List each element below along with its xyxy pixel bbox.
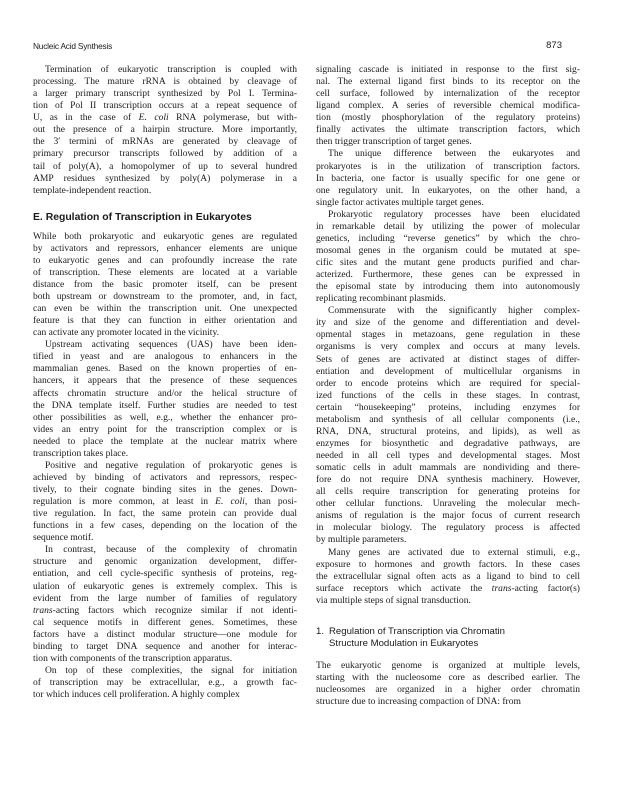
text-line: certain “housekeeping” proteins, including enzymes for	[316, 401, 580, 413]
text-line: cell surface, followed by internalization of the receptor	[316, 88, 580, 100]
text-line: cific sites and the mutant gene products purified and char-	[316, 257, 580, 268]
text-line: vides an entry point for the transcription complex or is	[33, 423, 297, 435]
paragraph	[316, 209, 580, 306]
text-line: anisms of regulation is the major focus of current research	[316, 510, 580, 522]
text-line: tively, to their cognate binding sites in the genes. Down-	[33, 484, 297, 495]
text-line: The unique difference between the eukaryotes and	[328, 148, 580, 160]
text-line: RNA, DNA, structural proteins, and lipids), as well as	[316, 425, 580, 437]
text-line: ulation of eukaryotic genes is extremely complex. This is	[33, 580, 297, 592]
text-line: structure and genomic organization development, differ-	[33, 556, 297, 568]
text-line: tion (mostly phosphorylation of the regulatory proteins)	[316, 112, 580, 124]
text-line: In contrast, because of the complexity of chromatin	[45, 544, 297, 556]
text-line: both upstream or downstream to the promoter, and, in fact,	[33, 291, 297, 302]
text-line: can even be within the transcription unit. One unexpected	[33, 303, 297, 315]
page-number: 873	[546, 40, 562, 51]
text-line: ligand complex. A series of reversible chemical modifica-	[316, 100, 580, 112]
text-line: single factor activates multiple target genes.	[316, 196, 484, 208]
text-line: other cellular functions. Unraveling the molecular mech-	[316, 498, 580, 510]
text-line: all cells require transcription for generating proteins for	[316, 486, 580, 498]
paragraph	[316, 305, 580, 546]
text-line: prokaryotes is in the utilization of transcription factors.	[316, 160, 580, 172]
text-line: somatic cells in adult mammals are nondividing and there-	[316, 462, 580, 474]
text-line: evident from the large number of families of regulatory	[33, 592, 297, 604]
section-heading: E. Regulation of Transcription in Eukaryotes	[33, 211, 252, 223]
paragraph	[316, 148, 580, 208]
paragraph	[33, 665, 297, 701]
text-line: the episomal state by introducing them into autonomously	[316, 281, 580, 293]
text-line: tified in yeast and are analogous to enhancers in the	[33, 351, 297, 363]
text-line: ized functions of the cells in these stages. In contrast,	[316, 389, 580, 401]
text-line: Termination of eukaryotic transcription is coupled with	[45, 64, 297, 75]
text-line: trans-acting factors which recognize similar if not identi-	[33, 604, 297, 616]
paragraph	[33, 460, 297, 544]
text-line: replicating recombinant plasmids.	[316, 293, 446, 305]
text-line: nucleosomes are organized in a higher order chromatin	[316, 683, 580, 695]
text-line: starting with the nucleosome core as described earlier. The	[316, 671, 580, 683]
text-line: exposure to hormones and growth factors. In these cases	[316, 558, 580, 570]
text-line: of transcription. These elements are located at a variable	[33, 266, 297, 278]
text-line: genetics, including “reverse genetics” by which the chro-	[316, 232, 580, 244]
text-line: finally activates the ultimate transcription factors, which	[316, 124, 580, 136]
text-line: While both prokaryotic and eukaryotic genes are regulated	[33, 230, 297, 242]
text-line: transcription takes place.	[33, 447, 129, 459]
text-line: can activate any promoter located in the vicinity.	[33, 327, 220, 339]
text-line: surface receptors which activate the trans-acting factor(s)	[316, 582, 580, 594]
text-line: In bacteria, one factor is usually specific for one gene or	[316, 172, 580, 184]
text-line: the DNA template itself. Further studies are needed to test	[33, 399, 297, 411]
text-line: opmental stages in metazoans, gene regulation in these	[316, 329, 580, 341]
text-line: entiation, and cell cycle-specific synthesis of proteins, reg-	[33, 568, 297, 580]
text-line: nal. The external ligand first binds to its receptor on the	[316, 76, 580, 88]
paragraph	[33, 339, 297, 460]
text-line: Sets of genes are activated at distinct stages of differ-	[316, 353, 580, 365]
text-line: out the presence of a hairpin structure. More importantly,	[33, 124, 297, 136]
text-line: tail of poly(A), a homopolymer of up to several hundred	[33, 160, 297, 172]
text-line: the 3′ termini of mRNAs are generated by cleavage of	[33, 136, 297, 148]
text-line: to eukaryotic genes and can profoundly increase the rate	[33, 254, 297, 266]
text-line: structure due to increasing compaction of DNA: from	[316, 696, 521, 707]
text-line: mammalian genes. Based on the known properties of en-	[33, 363, 297, 375]
text-line: On top of these complexities, the signal for initiation	[45, 664, 297, 676]
text-line: via multiple steps of signal transduction.	[316, 594, 471, 606]
text-line: regulation is more common, at least in E. coli, than posi-	[33, 496, 297, 508]
subsection-number: 1.	[316, 625, 325, 637]
text-line: Positive and negative regulation of prokaryotic genes is	[45, 459, 297, 471]
text-line: then trigger transcription of target genes.	[316, 136, 472, 148]
subsection-title-line2: Structure Modulation in Eukaryotes	[329, 637, 479, 649]
text-line: tion of Pol II transcription occurs at a repeat sequence of	[33, 100, 297, 112]
text-line: hancers, it appears that the presence of these sequences	[33, 375, 297, 387]
text-line: AMP residues synthesized by poly(A) polymerase in a	[33, 172, 297, 184]
text-line: The eukaryotic genome is organized at multiple levels,	[316, 659, 580, 671]
text-line: enzymes for biosynthetic and degradative pathways, are	[316, 437, 580, 449]
text-line: mosomal genes in the organism could be mutated at spe-	[316, 244, 580, 256]
text-line: functions in a few cases, depending on the location of the	[33, 520, 297, 532]
text-line: tion with components of the transcription apparatus.	[33, 652, 233, 664]
text-line: fore do not require DNA synthesis machinery. However,	[316, 474, 580, 486]
paragraph	[33, 231, 297, 340]
text-line: by activators and repressors, enhancer elements are unique	[33, 242, 297, 254]
text-line: primary precursor transcripts followed by addition of a	[33, 148, 297, 160]
text-line: cal sequence motifs in different genes. Sometimes, these	[33, 616, 297, 628]
text-line: in remarkable detail by utilizing the power of molecular	[316, 220, 580, 232]
text-line: one regulatory unit. In eukaryotes, on the other hand, a	[316, 184, 580, 196]
text-line: processing. The mature rRNA is obtained by cleavage of	[33, 76, 297, 88]
text-line: needed to place the template at the nuclear matrix where	[33, 435, 297, 447]
text-line: Prokaryotic regulatory processes have been elucidated	[328, 208, 580, 220]
text-line: the extracellular signal often acts as a ligand to bind to cell	[316, 570, 580, 582]
paragraph	[316, 64, 580, 148]
paragraph	[33, 64, 297, 197]
text-line: U, as in the case of E. coli RNA polymerase, but with-	[33, 112, 297, 124]
text-line: Upstream activating sequences (UAS) have been iden-	[45, 339, 297, 351]
text-line: organisms is very complex and occurs at many levels.	[316, 341, 580, 353]
text-line: tor which induces cell proliferation. A highly complex	[33, 689, 240, 701]
paragraph	[316, 547, 580, 607]
paragraph	[33, 544, 297, 665]
text-line: Commensurate with the significantly higher complex-	[328, 305, 580, 317]
text-line: tive regulation. In fact, the same protein can provide dual	[33, 508, 297, 520]
text-line: feature is that they can function in either orientation and	[33, 315, 297, 327]
text-line: achieved by binding of activators and repressors, respec-	[33, 471, 297, 483]
text-line: sequence motif.	[33, 532, 94, 544]
text-line: order to encode proteins which are required for special-	[316, 377, 580, 389]
right-column	[316, 64, 580, 708]
text-line: needed in all cell types and developmental stages. Most	[316, 450, 580, 461]
text-line: of transcription may be extracellular, e.g., a growth fac-	[33, 677, 297, 688]
paragraph	[316, 660, 580, 708]
text-line: other possibilities as well, e.g., whether the enhancer pro-	[33, 411, 297, 423]
text-line: acterized. Furthermore, these genes can be expressed in	[316, 269, 580, 281]
text-line: binding to target DNA sequence and another for interac-	[33, 640, 297, 652]
text-line: by multiple parameters.	[316, 534, 407, 546]
text-line: a larger primary transcript synthesized by Pol I. Termina-	[33, 88, 297, 100]
left-column	[33, 64, 297, 701]
text-line: affects chromatin structure and/or the helical structure of	[33, 387, 297, 399]
text-line: signaling cascade is initiated in response to the first sig-	[316, 64, 580, 75]
running-title: Nucleic Acid Synthesis	[33, 41, 113, 51]
text-line: distance from the basic promoter itself, can be present	[33, 278, 297, 290]
text-line: metabolism and synthesis of all cellular components (i.e.,	[316, 413, 580, 425]
subsection-title-line1: Regulation of Transcription via Chromatin	[329, 625, 505, 637]
text-line: entiation and development of multicellular organisms in	[316, 365, 580, 377]
subsection-heading	[316, 626, 580, 650]
text-line: factors have a distinct modular structure—one module for	[33, 628, 297, 640]
text-line: in molecular biology. The regulatory process is affected	[316, 522, 580, 534]
text-line: ity and size of the genome and differentiation and devel-	[316, 317, 580, 329]
text-line: template-independent reaction.	[33, 184, 152, 196]
text-line: Many genes are activated due to external stimuli, e.g.,	[328, 546, 580, 558]
